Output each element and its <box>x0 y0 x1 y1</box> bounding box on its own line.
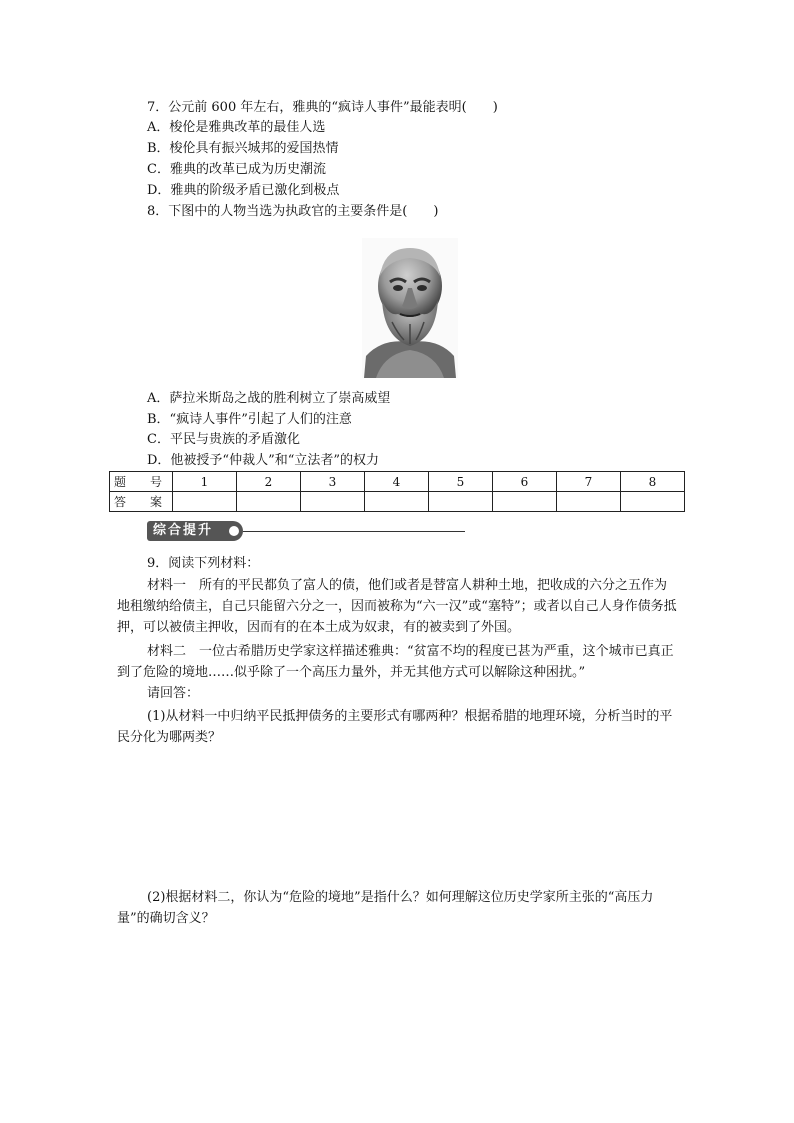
q7-option-d: D．雅典的阶级矛盾已激化到极点 <box>147 183 340 198</box>
q7-option-c: C．雅典的改革已成为历史潮流 <box>147 162 326 177</box>
q9-subquestion-2: (2)根据材料二，你认为“危险的境地”是指什么？如何理解这位历史学家所主张的“高压力量”的确切含义？ <box>117 890 654 926</box>
section-banner-label: 综合提升 <box>147 521 243 541</box>
row-label-question-number: 题 号 <box>110 472 173 492</box>
q8-stem: 8．下图中的人物当选为执政官的主要条件是( ) <box>147 204 439 219</box>
q8-option-d: D．他被授予“仲裁人”和“立法者”的权力 <box>147 453 380 468</box>
q7-stem: 7．公元前 600 年左右，雅典的“疯诗人事件”最能表明( ) <box>147 100 498 115</box>
question-number-cell: 2 <box>237 472 301 492</box>
question-number-cell: 5 <box>429 472 493 492</box>
q9-stem: 9．阅读下列材料： <box>147 556 260 571</box>
answer-table <box>109 471 685 512</box>
q9-material-1: 材料一 所有的平民都负了富人的债，他们或者是替富人耕种土地，把收成的六分之五作为地租缴纳给债主，自己只能留六分之一，因而被称为“六一汉”或“塞特”；或者以自己人身作债务抵押，可以被债主押收，因而有的在本土成为奴隶，有的被卖到了外国。 <box>117 578 677 635</box>
question-number-cell: 3 <box>301 472 365 492</box>
answer-cell[interactable] <box>173 492 237 512</box>
question-number-cell: 8 <box>621 472 685 492</box>
table-row-answers <box>110 492 685 512</box>
q9-material-2: 材料二 一位古希腊历史学家这样描述雅典：“贫富不均的程度已甚为严重，这个城市已真正到了危险的境地……似乎除了一个高压力量外，并无其他方式可以解除这种困扰。” <box>117 644 674 680</box>
question-number-cell: 7 <box>557 472 621 492</box>
answer-cell[interactable] <box>493 492 557 512</box>
answer-cell[interactable] <box>557 492 621 512</box>
q9-subquestion-1: (1)从材料一中归纳平民抵押债务的主要形式有哪两种？根据希腊的地理环境，分析当时的平民分化为哪两类？ <box>117 709 673 745</box>
question-number-cell: 1 <box>173 472 237 492</box>
q7-option-b: B．梭伦具有振兴城邦的爱国热情 <box>147 141 339 156</box>
question-number-cell: 4 <box>365 472 429 492</box>
answer-cell[interactable] <box>237 492 301 512</box>
row-label-answer: 答 案 <box>110 492 173 512</box>
answer-cell[interactable] <box>365 492 429 512</box>
banner-dot-icon <box>229 526 239 536</box>
q8-option-c: C．平民与贵族的矛盾激化 <box>147 432 300 447</box>
banner-divider <box>243 531 465 532</box>
bust-portrait-image <box>362 238 458 378</box>
q7-option-a: A．梭伦是雅典改革的最佳人选 <box>147 120 326 135</box>
q8-option-a: A．萨拉米斯岛之战的胜利树立了崇高威望 <box>147 391 391 406</box>
question-number-cell: 6 <box>493 472 557 492</box>
q8-option-b: B．“疯诗人事件”引起了人们的注意 <box>147 412 352 427</box>
q9-prompt: 请回答： <box>147 686 200 701</box>
table-row-numbers <box>110 472 685 492</box>
answer-cell[interactable] <box>301 492 365 512</box>
answer-cell[interactable] <box>429 492 493 512</box>
answer-cell[interactable] <box>621 492 685 512</box>
